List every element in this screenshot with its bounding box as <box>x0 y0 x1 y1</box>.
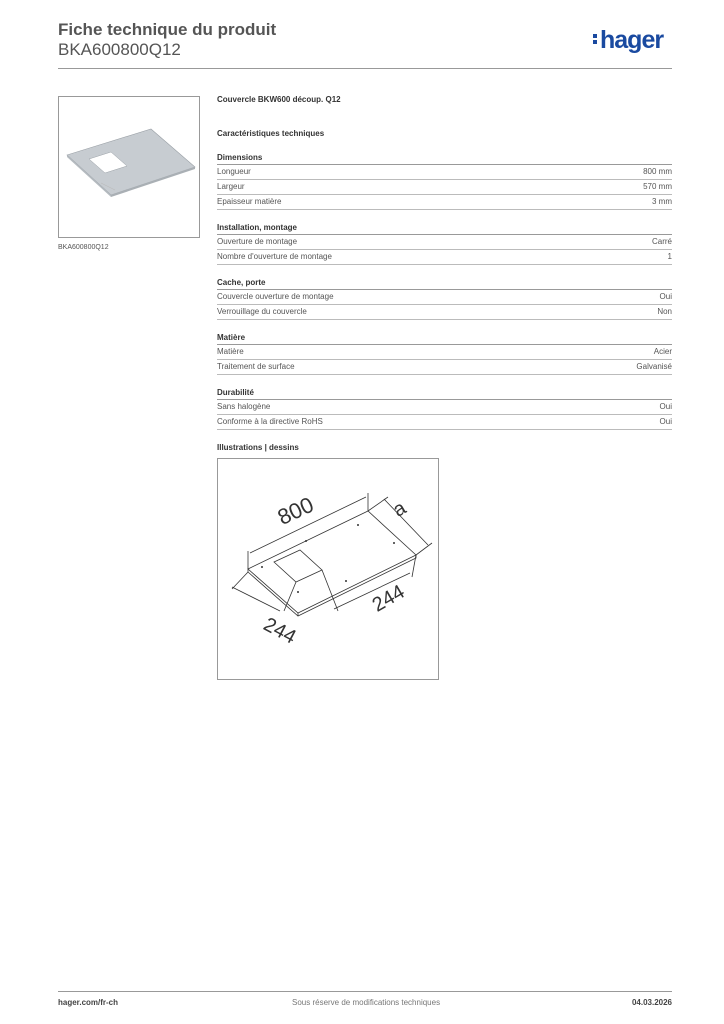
page-title: Fiche technique du produit <box>58 20 277 39</box>
spec-row <box>217 305 672 320</box>
logo-text: hager <box>600 26 664 54</box>
spec-label: Epaisseur matière <box>217 197 282 206</box>
spec-value: Acier <box>653 347 672 356</box>
dimension-drawing <box>217 458 439 680</box>
dimension-drawing-icon <box>218 459 438 679</box>
section-title: Matière <box>217 333 672 345</box>
spec-value: 800 mm <box>643 167 672 176</box>
spec-label: Matière <box>217 347 244 356</box>
spec-label: Traitement de surface <box>217 362 295 371</box>
page-header <box>58 20 276 60</box>
spec-label: Longueur <box>217 167 251 176</box>
section-title: Cache, porte <box>217 278 672 290</box>
spec-row <box>217 400 672 415</box>
spec-label: Nombre d'ouverture de montage <box>217 252 332 261</box>
spec-row <box>217 165 672 180</box>
section-matiere <box>217 333 672 375</box>
spec-row <box>217 345 672 360</box>
spec-label: Largeur <box>217 182 245 191</box>
spec-value: Oui <box>659 417 672 426</box>
hager-logo <box>593 26 663 55</box>
spec-value: Non <box>657 307 672 316</box>
header-divider <box>58 68 672 69</box>
spec-row <box>217 360 672 375</box>
spec-row <box>217 235 672 250</box>
spec-label: Couvercle ouverture de montage <box>217 292 334 301</box>
spec-row <box>217 250 672 265</box>
footer-site-link[interactable]: hager.com/fr-ch <box>58 998 119 1007</box>
footer-note: Sous réserve de modifications techniques <box>292 998 441 1007</box>
spec-label: Conforme à la directive RoHS <box>217 417 323 426</box>
dim2-label: 244 <box>259 613 300 649</box>
footer-date: 04.03.2026 <box>631 998 672 1007</box>
section-cache-porte <box>217 278 672 320</box>
illustrations-title: Illustrations | dessins <box>217 443 299 452</box>
section-durabilite <box>217 388 672 430</box>
product-image <box>58 96 200 238</box>
cover-plate-icon <box>59 97 199 237</box>
spec-row <box>217 180 672 195</box>
product-name: Couvercle BKW600 découp. Q12 <box>217 95 341 104</box>
length-label: 800 <box>273 491 318 530</box>
spec-row <box>217 195 672 210</box>
product-reference: BKA600800Q12 <box>58 40 181 59</box>
footer-divider <box>58 991 672 992</box>
spec-value: 1 <box>667 252 672 261</box>
logo-dots-icon <box>593 32 598 46</box>
spec-label: Ouverture de montage <box>217 237 298 246</box>
spec-value: 570 mm <box>643 182 672 191</box>
dim1-label: 244 <box>368 580 409 617</box>
main-content <box>217 95 672 680</box>
a-label: a <box>389 496 410 522</box>
spec-row <box>217 290 672 305</box>
spec-label: Verrouillage du couvercle <box>217 307 307 316</box>
section-title: Installation, montage <box>217 223 672 235</box>
spec-label: Sans halogène <box>217 402 271 411</box>
spec-row <box>217 415 672 430</box>
spec-value: Oui <box>659 402 672 411</box>
spec-value: Carré <box>651 237 672 246</box>
spec-value: 3 mm <box>652 197 672 206</box>
tech-heading: Caractéristiques techniques <box>217 129 325 138</box>
section-dimensions <box>217 153 672 210</box>
image-caption: BKA600800Q12 <box>58 244 109 251</box>
spec-value: Galvanisé <box>636 362 672 371</box>
section-installation <box>217 223 672 265</box>
spec-value: Oui <box>659 292 672 301</box>
section-title: Dimensions <box>217 153 672 165</box>
section-title: Durabilité <box>217 388 672 400</box>
